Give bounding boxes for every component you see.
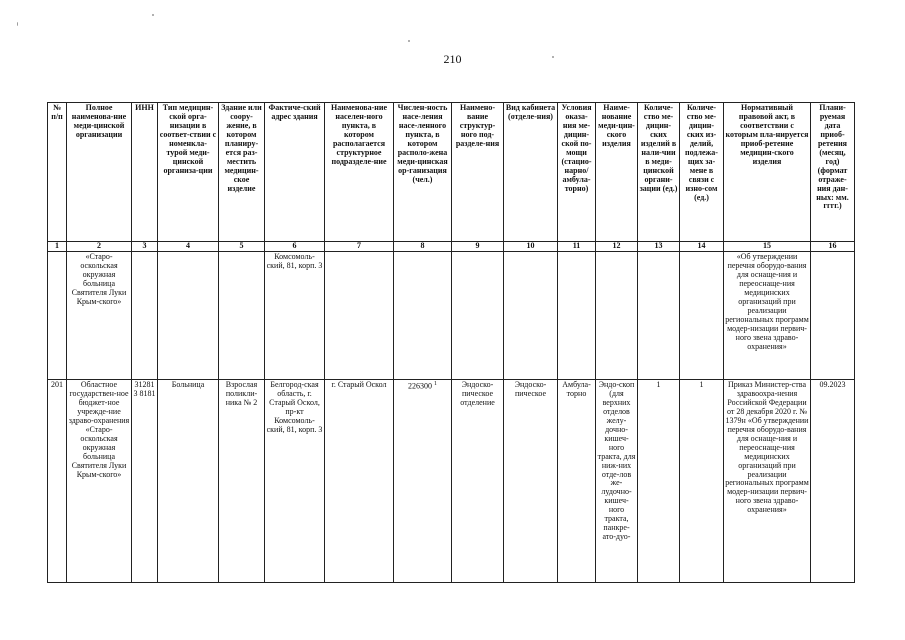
header-cell: ИНН (132, 103, 158, 242)
column-number: 4 (158, 242, 219, 252)
row-number-cell (48, 252, 67, 380)
qty-replace-cell (680, 252, 724, 380)
population-value: 226300 (408, 381, 432, 391)
device-cell (596, 252, 638, 380)
cabinet-type-cell (504, 252, 558, 380)
settlement-cell: г. Старый Оскол (325, 380, 394, 583)
inn-cell (132, 252, 158, 380)
column-number: 3 (132, 242, 158, 252)
scan-speck (17, 22, 18, 26)
qty-replace-cell: 1 (680, 380, 724, 583)
column-number: 10 (504, 242, 558, 252)
header-cell: Наименова-ние населен-ного пункта, в котором располагается структурное подразделе-ние (325, 103, 394, 242)
qty-available-cell (638, 252, 680, 380)
building-cell: Взрослая поликли-ника № 2 (219, 380, 265, 583)
org-name-cell: «Старо-оскольская окружная больница Святителя Луки Крым-ского» (67, 252, 132, 380)
header-cell: Тип медицин-ской орга-низации в соответ-ствии с номенкла-турой меди-цинской организа-ции (158, 103, 219, 242)
column-number: 2 (67, 242, 132, 252)
header-cell: № п/п (48, 103, 67, 242)
address-cell: Белгород-ская область, г. Старый Оскол, пр-кт Комсомоль-ский, 81, корп. 3 (265, 380, 325, 583)
org-name-cell: Областное государствен-ное бюджет-ное учрежде-ние здраво-охранения «Старо-оскольская окружная больница Святителя Луки Крым-ского» (67, 380, 132, 583)
address-cell: Комсомоль-ский, 81, корп. 3 (265, 252, 325, 380)
column-number-row (48, 242, 855, 252)
org-type-cell (158, 252, 219, 380)
legal-act-cell: «Об утверждении перечня оборудо-вания для оснаще-ния и переоснаще-ния медицинских организаций при реализации региональных программ модер-низации первич-ного звена здраво-охранения» (724, 252, 811, 380)
purchase-date-cell (811, 252, 855, 380)
subdivision-cell: Эндоско-пическое отделение (452, 380, 504, 583)
header-row (48, 103, 855, 242)
medical-equipment-table (47, 102, 855, 583)
header-cell: Вид кабинета (отделе-ния) (504, 103, 558, 242)
header-cell: Фактиче-ский адрес здания (265, 103, 325, 242)
column-number: 9 (452, 242, 504, 252)
column-number: 8 (394, 242, 452, 252)
purchase-date-cell: 09.2023 (811, 380, 855, 583)
column-number: 6 (265, 242, 325, 252)
header-cell: Количе-ство ме-дицин-ских изделий в нали-чии в меди-цинской органи-зации (ед.) (638, 103, 680, 242)
subdivision-cell (452, 252, 504, 380)
table-row (48, 252, 855, 380)
care-conditions-cell (558, 252, 596, 380)
column-number: 13 (638, 242, 680, 252)
header-cell: Полное наименова-ние меди-цинской организации (67, 103, 132, 242)
column-number: 11 (558, 242, 596, 252)
care-conditions-cell: Амбула-торно (558, 380, 596, 583)
column-number: 16 (811, 242, 855, 252)
header-cell: Наимено-вание структур-ного под-разделе-ния (452, 103, 504, 242)
cabinet-type-cell: Эндоско-пическое (504, 380, 558, 583)
column-number: 7 (325, 242, 394, 252)
table-row (48, 380, 855, 583)
column-number: 12 (596, 242, 638, 252)
settlement-cell (325, 252, 394, 380)
header-cell: Наиме-нование меди-цин-ского изделия (596, 103, 638, 242)
inn-cell: 312813 8181 (132, 380, 158, 583)
row-number-cell: 201 (48, 380, 67, 583)
page-number: 210 (443, 52, 462, 66)
header-cell: Здание или соору-жение, в котором планиру-ется раз-местить медицин-ское изделие (219, 103, 265, 242)
header-cell: Плани-руемая дата приоб-ретения (месяц, год) (формат отраже-ния дан-ных: мм. гггг.) (811, 103, 855, 242)
column-number: 5 (219, 242, 265, 252)
population-cell (394, 380, 452, 583)
scan-speck (552, 56, 554, 58)
header-cell: Нормативный правовой акт, в соответствии с которым пла-нируется приоб-ретение медицин-ского изделия (724, 103, 811, 242)
column-number: 1 (48, 242, 67, 252)
column-number: 14 (680, 242, 724, 252)
scan-speck (408, 40, 410, 42)
legal-act-cell: Приказ Министер-ства здравоохра-нения Российской Федерации от 28 декабря 2020 г. № 1379н «Об утверждении перечня оборудо-вания для оснаще-ния и переоснаще-ния медицинских организаций при реализации региональных программ модер-низации первич-ного звена здраво-охранения» (724, 380, 811, 583)
column-number: 15 (724, 242, 811, 252)
qty-available-cell: 1 (638, 380, 680, 583)
org-type-cell: Больница (158, 380, 219, 583)
header-cell: Числен-ность насе-ления насе-ленного пункта, в котором располо-жена меди-цинская ор-ганизация (чел.) (394, 103, 452, 242)
device-cell: Эндо-скоп (для верхних отделов желу-дочно-кишеч-ного тракта, для ниж-них отде-лов же-лудочно-кишеч-ного тракта, панкре-ато-дуо- (596, 380, 638, 583)
building-cell (219, 252, 265, 380)
scan-speck (152, 14, 154, 16)
population-cell (394, 252, 452, 380)
population-footnote: 1 (434, 381, 437, 387)
header-cell: Количе-ство ме-дицин-ских из-делий, подлежа-щих за-мене в связи с изно-сом (ед.) (680, 103, 724, 242)
header-cell: Условия оказа-ния ме-дицин-ской по-мощи (стацио-нарно/ амбула-торно) (558, 103, 596, 242)
